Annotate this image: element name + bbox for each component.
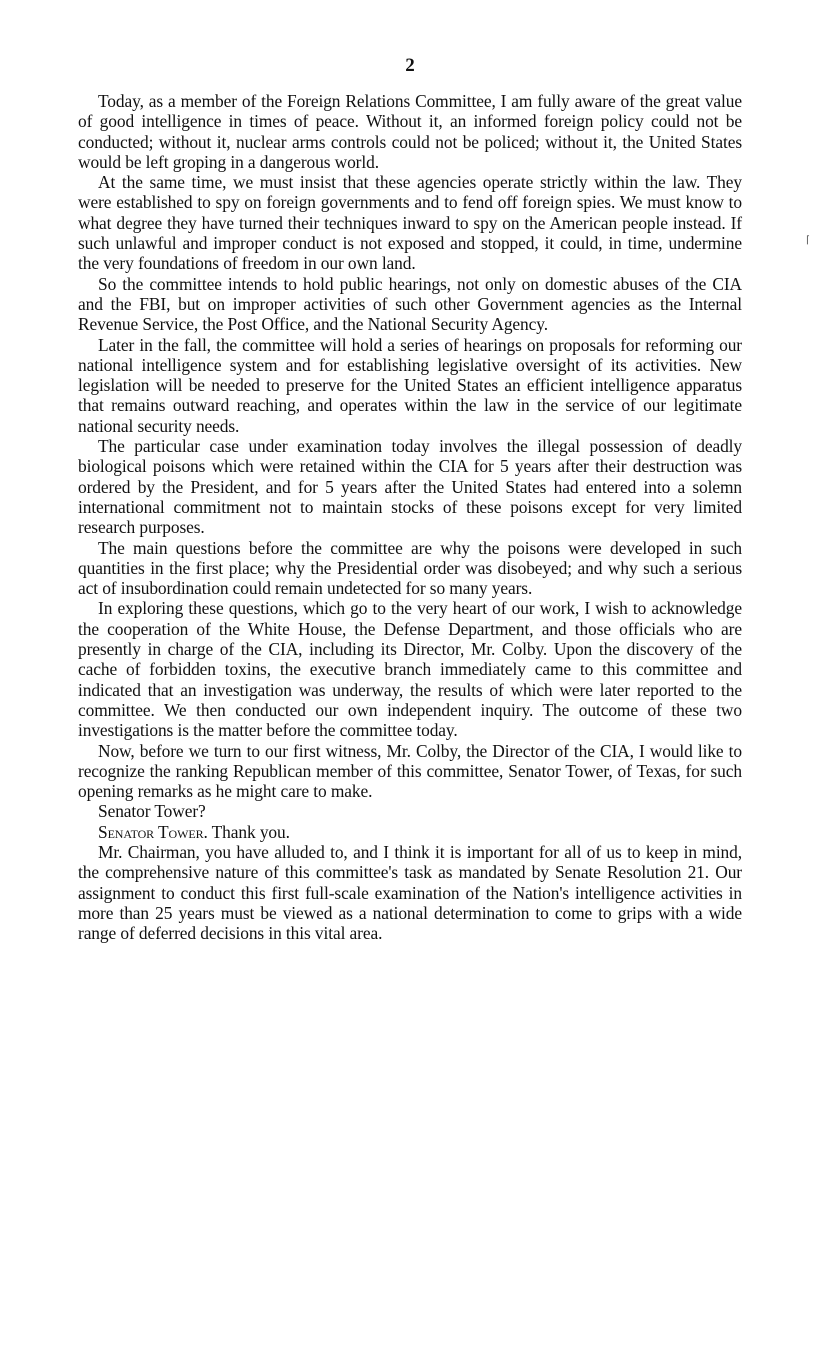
paragraph-public-hearings: So the committee intends to hold public hearings, not only on domestic abuses of the CIA and the FBI, but on improper activities of such other Government agencies as the Internal Revenue Service, the Post Office, and the National Security Agency. [78, 273, 742, 335]
paragraph-intelligence-value: Today, as a member of the Foreign Relations Committee, I am fully aware of the great value of good intelligence in times of peace. Without it, an informed foreign policy could not be conducted; without it, nuclear arms controls could not be policed; without it, the United States would be left groping in a dangerous world. [78, 91, 742, 172]
paragraph-operate-within-law: At the same time, we must insist that these agencies operate strictly within the law. They were established to spy on foreign governments and to fend off foreign spies. We must know to what degree they have turned their techniques inward to spy on the American people instead. If such unlawful and improper conduct is not exposed and stopped, it could, in time, undermine the very foundations of freedom in our own land. [78, 172, 742, 274]
speaker-response: Thank you. [207, 821, 290, 842]
margin-mark: ⌈ [806, 235, 810, 246]
speaker-response-line [78, 822, 742, 842]
speaker-name: Senator Tower. [98, 821, 208, 842]
paragraph-biological-poisons: The particular case under examination today involves the illegal possession of deadly biological poisons which were retained within the CIA for 5 years after their destruction was ordered by the President, and for 5 years after the United States had entered into a solemn international commitment not to maintain stocks of these poisons except for very limited research purposes. [78, 436, 742, 538]
paragraph-reform-hearings: Later in the fall, the committee will hold a series of hearings on proposals for reforming our national intelligence system and for establishing legislative oversight of its activities. New legislation will be needed to preserve for the United States an efficient intelligence apparatus that remains outward reaching, and operates within the law in the service of our legitimate national security needs. [78, 334, 742, 436]
document-page [78, 55, 742, 943]
paragraph-chairman-remarks: Mr. Chairman, you have alluded to, and I think it is important for all of us to keep in mind, the comprehensive nature of this committee's task as mandated by Senate Resolution 21. Our assignment to conduct this first full-scale examination of the Nation's intelligence activities in more than 25 years must be viewed as a national determination to come to grips with a wide range of deferred decisions in this vital area. [78, 841, 742, 944]
paragraph-cooperation: In exploring these questions, which go to the very heart of our work, I wish to acknowledge the cooperation of the White House, the Defense Department, and those officials who are presently in charge of the CIA, including its Director, Mr. Colby. Upon the discovery of the cache of forbidden toxins, the executive branch immediately came to this committee and indicated that an investigation was underway, the results of which were later reported to the committee. We then conducted our own independent inquiry. The outcome of these two investigations is the matter before the committee today. [78, 598, 742, 741]
speaker-question: Senator Tower? [98, 801, 206, 822]
paragraph-recognize-senator: Now, before we turn to our first witness, Mr. Colby, the Director of the CIA, I would like to recognize the ranking Republican member of this committee, Senator Tower, of Texas, for such opening remarks as he might care to make. [78, 740, 742, 802]
paragraph-main-questions: The main questions before the committee are why the poisons were developed in such quantities in the first place; why the Presidential order was disobeyed; and why such a serious act of insubordination could remain undetected for so many years. [78, 537, 742, 599]
page-number: 2 [405, 55, 415, 76]
